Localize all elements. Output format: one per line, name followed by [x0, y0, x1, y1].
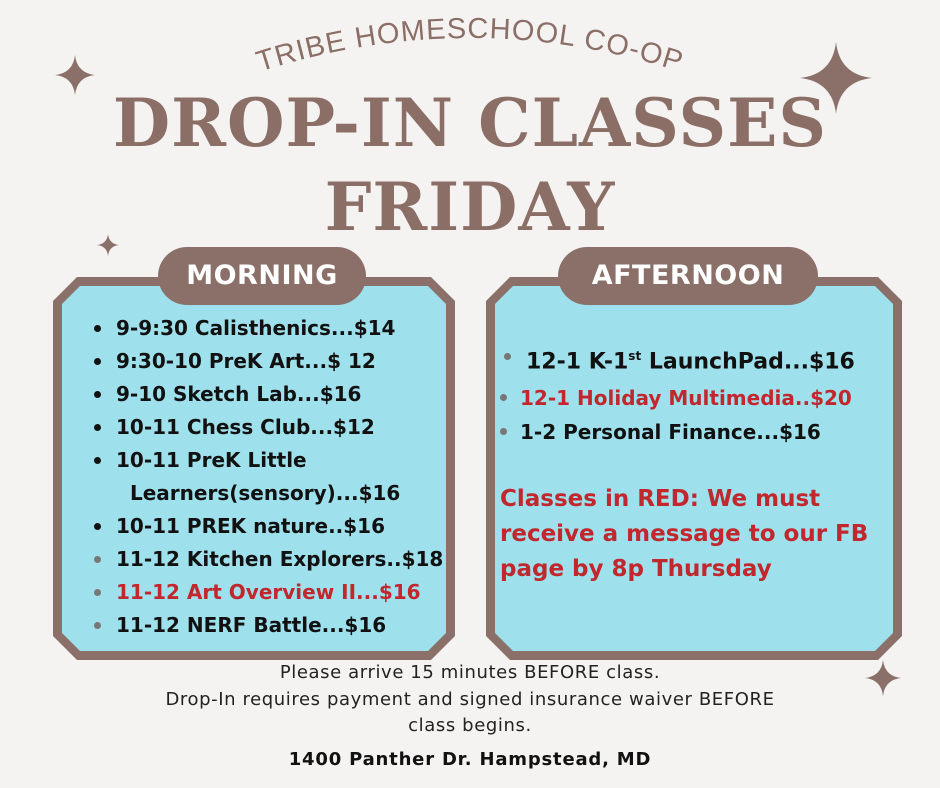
address: 1400 Panther Dr. Hampstead, MD	[288, 749, 652, 770]
list-item: 10-11 Chess Club...$12	[92, 411, 443, 444]
afternoon-panel	[486, 277, 902, 660]
afternoon-class-list	[498, 337, 855, 449]
bullet-icon	[94, 589, 101, 596]
list-item: 12-1 Holiday Multimedia..$20	[498, 381, 855, 415]
page-subtitle-day: FRIDAY	[324, 168, 616, 246]
svg-text:TRIBE HOMESCHOOL CO-OP	[253, 13, 688, 78]
list-item: 1-2 Personal Finance...$16	[498, 415, 855, 449]
list-item: 10-11 PREK nature..$16	[92, 510, 443, 543]
list-item: 9:30-10 PreK Art...$ 12	[92, 345, 443, 378]
arrival-note: Please arrive 15 minutes BEFORE class.	[279, 662, 661, 683]
bullet-icon	[94, 523, 101, 530]
morning-class-list	[92, 312, 443, 642]
waiver-note-continued: class begins.	[408, 715, 532, 736]
list-item: 11-12 Art Overview II...$16	[92, 576, 443, 609]
red-classes-note: Classes in RED: We must receive a message to our FB page by 8p Thursday	[500, 486, 869, 582]
list-item: 10-11 PreK Little Learners(sensory)...$16	[92, 444, 443, 510]
bullet-icon	[504, 353, 511, 360]
bullet-icon	[94, 325, 101, 332]
afternoon-label: AFTERNOON	[558, 247, 818, 305]
morning-label: MORNING	[158, 247, 366, 305]
list-item: 11-12 NERF Battle...$16	[92, 609, 443, 642]
bullet-icon	[500, 394, 507, 401]
bullet-icon	[500, 428, 507, 435]
bullet-icon	[94, 457, 101, 464]
bullet-icon	[94, 391, 101, 398]
waiver-note: Drop-In requires payment and signed insurance waiver BEFORE	[165, 689, 775, 710]
list-item: 9-9:30 Calisthenics...$14	[92, 312, 443, 345]
list-item: 12-1 K-1st LaunchPad...$16	[498, 337, 855, 381]
bullet-icon	[94, 358, 101, 365]
list-item: 9-10 Sketch Lab...$16	[92, 378, 443, 411]
list-item: 11-12 Kitchen Explorers..$18	[92, 543, 443, 576]
bullet-icon	[94, 556, 101, 563]
page-title: DROP-IN CLASSES	[112, 84, 828, 162]
bullet-icon	[94, 424, 101, 431]
org-name-text: TRIBE HOMESCHOOL CO-OP	[252, 12, 688, 79]
bullet-icon	[94, 622, 101, 629]
